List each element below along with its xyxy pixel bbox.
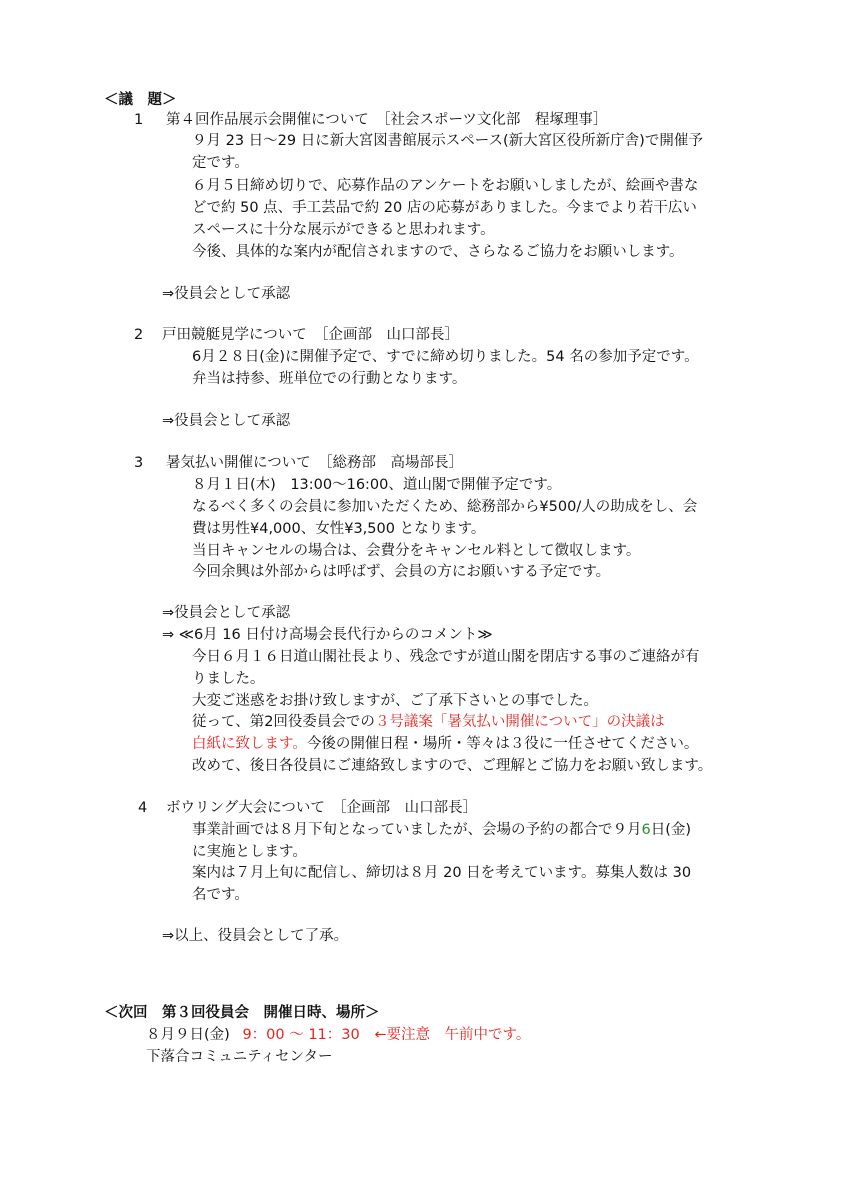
item-1-title: 第４回作品展示会開催について ［社会スポーツ文化部 程塚理事］	[166, 112, 608, 128]
item-1-line: スペースに十分な展示ができると思われます。	[192, 222, 495, 238]
item-4-line: に実施とします。	[192, 844, 307, 860]
item-3-number: 3	[134, 455, 144, 471]
item-3-title: 暑気払い開催について ［総務部 高場部長］	[166, 455, 463, 471]
next-meeting-place: 下落合コミュニティセンター	[146, 1049, 333, 1065]
item-3-line: 当日キャンセルの場合は、会費分をキャンセル料として徴収します。	[192, 543, 641, 559]
item-4-title: ボウリング大会について ［企画部 山口部長］	[166, 800, 478, 816]
item-3-line: 今回余興は外部からは呼ばず、会員の方にお願いする予定です。	[192, 564, 611, 580]
item-4-result: ⇒以上、役員会として了承。	[162, 928, 349, 944]
item-4-number: 4	[138, 800, 148, 816]
item-1-line: ９月 23 日～29 日に新大宮図書館展示スペース(新大宮区役所新庁舎)で開催予	[192, 133, 703, 149]
next-meeting-time: 9：00 ～ 11：30	[242, 1027, 360, 1043]
comment-line	[192, 733, 698, 755]
comment-highlight: 白紙に致します。	[192, 736, 307, 752]
comment-line: 今日６月１６日道山閣社長より、残念ですが道山閣を閉店する事のご連絡が有	[192, 649, 700, 665]
agenda-heading: ＜議 題＞	[104, 92, 177, 108]
item-1-result: ⇒役員会として承認	[162, 286, 291, 302]
item-2-title: 戸田競艇見学について ［企画部 山口部長］	[162, 327, 459, 343]
comment-line: 改めて、後日各役員にご連絡致しますので、ご理解とご協力をお願い致します。	[192, 758, 713, 774]
next-meeting-note: ←要注意 午前中です。	[374, 1027, 531, 1043]
item-1-line: どで約 50 点、手工芸品で約 20 店の応募がありました。今までより若干広い	[192, 200, 697, 216]
item-4-line: 案内は７月上旬に配信し、締切は８月 20 日を考えています。募集人数は 30	[192, 865, 692, 881]
item-3-result: ⇒役員会として承認	[162, 605, 291, 621]
item-3-line: 費は男性¥4,000、女性¥3,500 となります。	[192, 521, 486, 537]
item-1-line: ６月５日締め切りで、応募作品のアンケートをお願いしましたが、絵画や書な	[192, 178, 699, 194]
item-1-number: 1	[134, 112, 144, 128]
item-4-line: 名です。	[192, 887, 249, 903]
item-2-number: 2	[134, 327, 144, 343]
item-1-line: 定です。	[192, 155, 249, 171]
next-meeting-heading: ＜次回 第３回役員会 開催日時、場所＞	[104, 1005, 380, 1021]
item-4-line-text: 日(金)	[650, 822, 692, 838]
item-4-line	[192, 819, 691, 841]
item-4-line-text: 事業計画では８月下旬となっていましたが、会場の予約の都合で９月	[192, 822, 642, 838]
comment-highlight: ３号議案「暑気払い開催について」の決議は	[374, 714, 665, 730]
item-1-line: 今後、具体的な案内が配信されますので、さらなるご協力をお願いします。	[192, 244, 684, 260]
next-meeting-datetime	[146, 1024, 530, 1046]
item-4-day-highlight: 6	[641, 822, 651, 838]
comment-line: りました。	[192, 671, 265, 687]
item-2-line: 弁当は持参、班単位での行動となります。	[192, 371, 467, 387]
comment-line: 大変ご迷惑をお掛け致しますが、ご了承下さいとの事でした。	[192, 693, 598, 709]
item-2-line: 6月２８日(金)に開催予定で、すでに締め切りました。54 名の参加予定です。	[192, 349, 699, 365]
item-2-result: ⇒役員会として承認	[162, 413, 291, 429]
next-meeting-date: ８月９日(金)	[146, 1027, 230, 1043]
comment-line-text: 従って、第2回役委員会での	[192, 714, 375, 730]
item-3-line: なるべく多くの会員に参加いただくため、総務部から¥500/人の助成をし、会	[192, 499, 698, 515]
comment-heading: ⇒ ≪6月 16 日付け高場会長代行からのコメント≫	[162, 627, 493, 643]
item-3-line: ８月１日(木) 13:00～16:00、道山閣で開催予定です。	[192, 477, 562, 493]
comment-line	[192, 711, 665, 733]
comment-line-text: 今後の開催日程・場所・等々は３役に一任させてください。	[306, 736, 699, 752]
